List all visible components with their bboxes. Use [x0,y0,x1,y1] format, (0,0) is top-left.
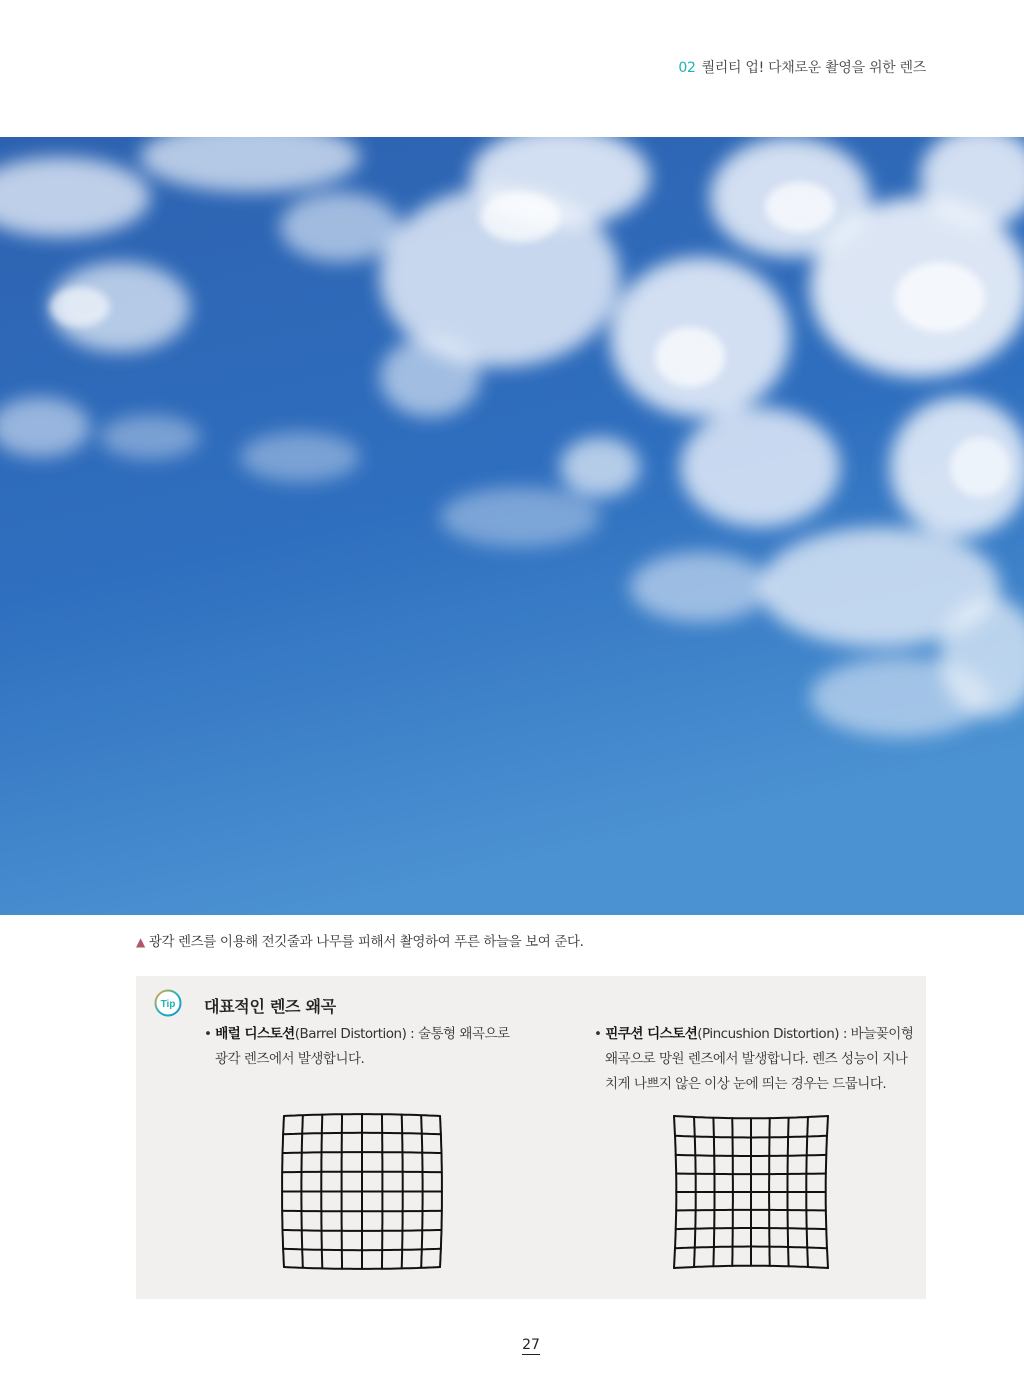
tip-title: 대표적인 렌즈 왜곡 [204,997,336,1016]
running-header [678,57,926,77]
pincushion-desc-line3: 치게 나쁘지 않은 이상 눈에 띄는 경우는 드뭅니다. [605,1076,887,1092]
tip-badge-icon [154,989,182,1017]
pincushion-english: (Pincushion Distortion) [697,1026,840,1042]
pincushion-grid-line [769,1118,770,1266]
barrel-desc-line2: 광각 렌즈에서 발생합니다. [215,1051,365,1067]
pincushion-distortion-text: • 핀쿠션 디스토션(Pincushion Distortion) : 바늘꽂이형 왜곡으로 망원 렌즈에서 발생합니다. 렌즈 성능이 지나 치게 나쁘지 않은 이상 눈에 띄는 경우는 드뭅니다. [594,1022,924,1097]
barrel-grid-line [282,1211,442,1212]
chapter-number: 02 [678,60,696,76]
barrel-english: (Barrel Distortion) [294,1026,407,1042]
pincushion-desc-line1: : 바늘꽂이형 [839,1026,914,1042]
pincushion-grid-line [788,1118,789,1267]
tip-box [136,976,926,1299]
pincushion-grid-line [826,1116,828,1268]
pincushion-term: 핀쿠션 디스토션 [605,1026,698,1042]
barrel-grid-line [283,1230,442,1231]
barrel-distortion-text: • 배럴 디스토션(Barrel Distortion) : 술통형 왜곡으로 광각 렌즈에서 발생합니다. [204,1022,544,1072]
pincushion-distortion-diagram [666,1108,836,1280]
pincushion-grid-line [674,1266,828,1268]
photo-caption [136,930,584,950]
barrel-desc-line1: : 술통형 왜곡으로 [406,1026,510,1042]
chapter-title: 퀄리티 업! 다채로운 촬영을 위한 렌즈 [701,60,926,76]
barrel-distortion-diagram [272,1104,452,1283]
page-number [0,1337,1024,1353]
pincushion-grid-line [676,1210,826,1211]
barrel-term: 배럴 디스토션 [215,1026,295,1042]
pincushion-grid-line [676,1228,827,1229]
caption-marker-icon: ▲ [136,935,145,949]
barrel-grid-line [402,1115,403,1269]
pincushion-desc-line2: 왜곡으로 망원 렌즈에서 발생합니다. 렌즈 성능이 지나 [605,1051,908,1067]
sky-photo [0,137,1024,915]
caption-text: 광각 렌즈를 이용해 전깃줄과 나무를 피해서 촬영하여 푸른 하늘을 보여 준다. [148,934,584,950]
page-number-text: 27 [522,1337,540,1353]
tip-badge-label: Tip [160,999,176,1010]
